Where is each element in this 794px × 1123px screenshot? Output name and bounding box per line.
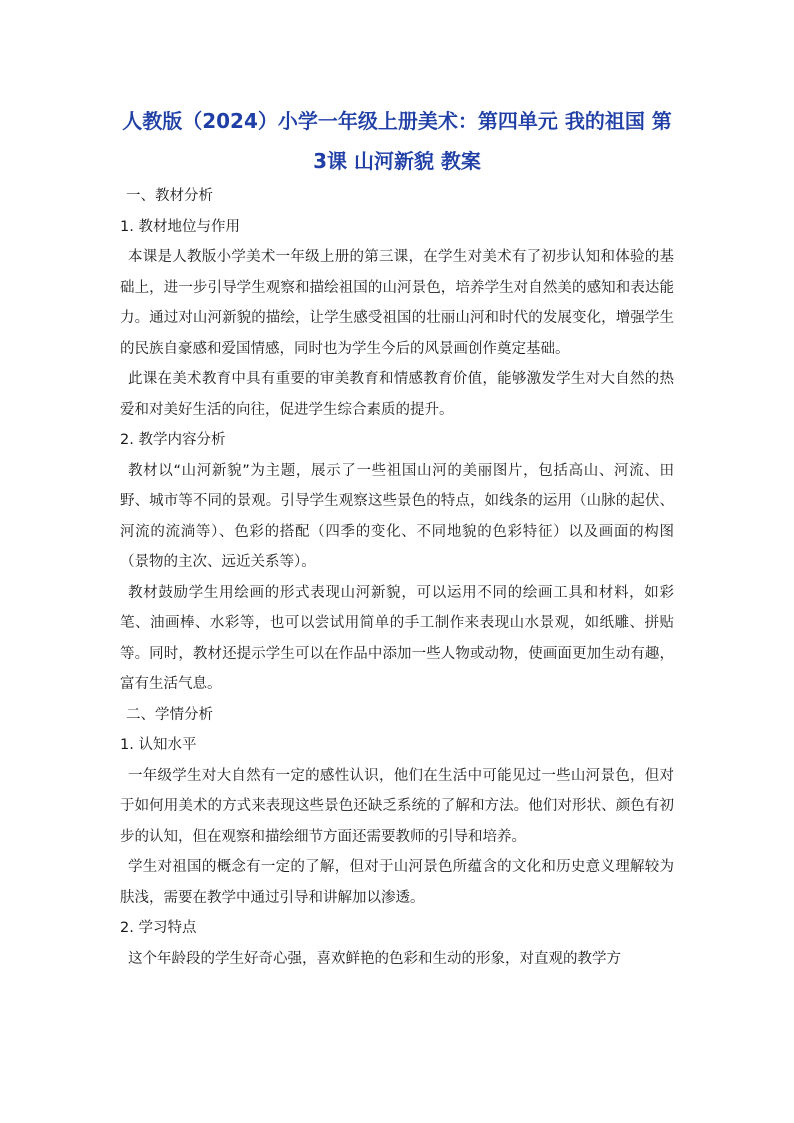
paragraph: 本课是人教版小学美术一年级上册的第三课，在学生对美术有了初步认知和体验的基础上，进一步引导学生观察和描绘祖国的山河景色，培养学生对自然美的感知和表达能力。通过对山河新貌的描绘，让学生感受祖国的壮丽山河和时代的发展变化，增强学生的民族自豪感和爱国情感，同时也为学生今后的风景画创作奠定基础。: [120, 249, 674, 357]
document-title: 人教版（2024）小学一年级上册美术：第四单元 我的祖国 第3课 山河新貌 教案: [122, 109, 672, 173]
paragraph: 教材以“山河新貌”为主题，展示了一些祖国山河的美丽图片，包括高山、河流、田野、城市等不同的景观。引导学生观察这些景色的特点，如线条的运用（山脉的起伏、河流的流淌等）、色彩的搭配（四季的变化、不同地貌的色彩特征）以及画面的构图（景物的主次、远近关系等）。: [120, 462, 674, 570]
section-heading-textbook-analysis: 一、教材分析: [126, 188, 213, 204]
paragraph: 这个年龄段的学生好奇心强，喜欢鲜艳的色彩和生动的形象，对直观的教学方: [128, 950, 621, 967]
paragraph: 学生对祖国的概念有一定的了解，但对于山河景色所蕴含的文化和历史意义理解较为肤浅，需要在教学中通过引导和讲解加以渗透。: [120, 859, 674, 906]
subheading-content-analysis: 2. 教学内容分析: [120, 432, 226, 448]
paragraph: 教材鼓励学生用绘画的形式表现山河新貌，可以运用不同的绘画工具和材料，如彩笔、油画棒、水彩等，也可以尝试用简单的手工制作来表现山水景观，如纸雕、拼贴等。同时，教材还提示学生可以在作品中添加一些人物或动物，使画面更加生动有趣，富有生活气息。: [120, 584, 674, 692]
section-heading-student-analysis: 二、学情分析: [126, 706, 213, 723]
subheading-cognitive-level: 1. 认知水平: [120, 737, 197, 753]
paragraph: 此课在美术教育中具有重要的审美教育和情感教育价值，能够激发学生对大自然的热爱和对美好生活的向往，促进学生综合素质的提升。: [120, 371, 674, 418]
subheading-textbook-role: 1. 教材地位与作用: [120, 218, 240, 235]
paragraph: 一年级学生对大自然有一定的感性认识，他们在生活中可能见过一些山河景色，但对于如何用美术的方式来表现这些景色还缺乏系统的了解和方法。他们对形状、颜色有初步的认知，但在观察和描绘细节方面还需要教师的引导和培养。: [120, 767, 674, 845]
subheading-learning-traits: 2. 学习特点: [120, 920, 197, 936]
